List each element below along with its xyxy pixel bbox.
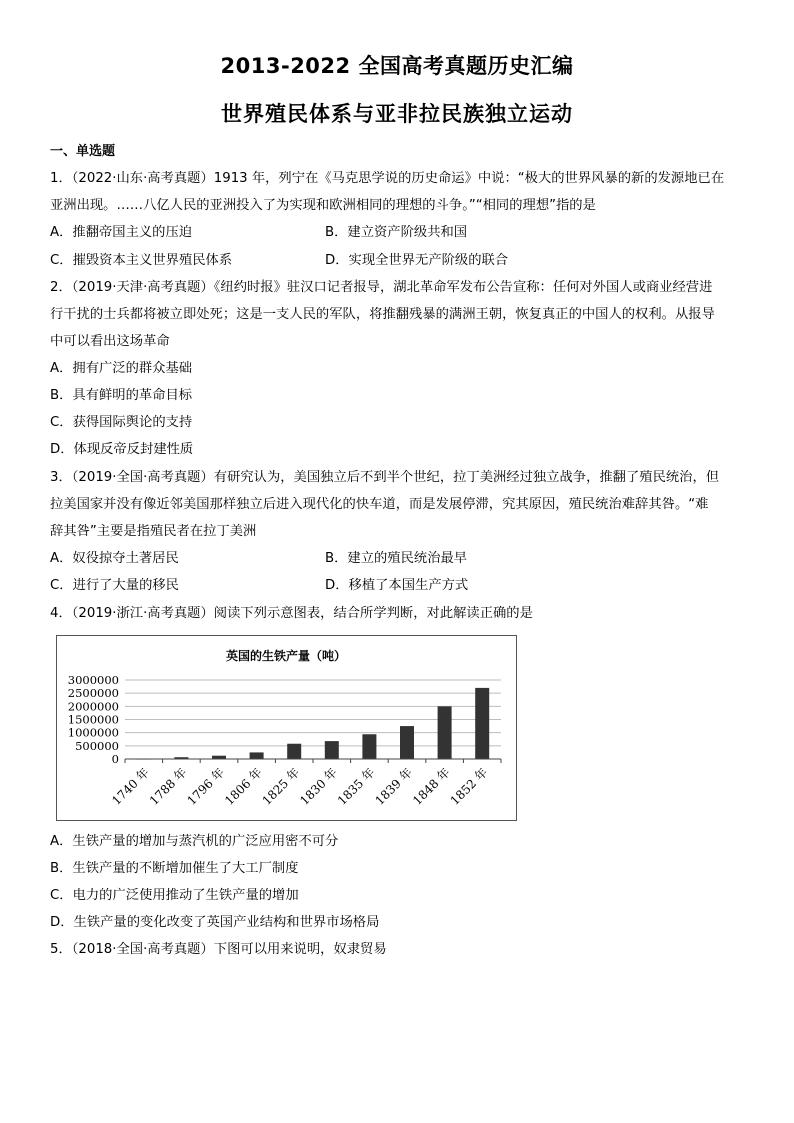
chart-x-tick-label: 1839 年 (372, 765, 416, 808)
question-3-line-3: 辞其咎”主要是指殖民者在拉丁美洲 (50, 524, 257, 539)
chart-x-tick-label: 1788 年 (146, 765, 190, 808)
question-2-option-a: A．拥有广泛的群众基础 (50, 361, 193, 376)
chart-x-axis-labels (109, 765, 491, 808)
chart-y-tick-label: 1500000 (67, 712, 119, 727)
chart-bar (362, 734, 376, 759)
question-3-option-b: B．建立的殖民统治最早 (325, 551, 468, 566)
page-subtitle: 世界殖民体系与亚非拉民族独立运动 (221, 102, 573, 126)
question-2-line-3: 中可以看出这场革命 (50, 334, 170, 349)
chart-x-tick-label: 1830 年 (297, 765, 340, 808)
chart-x-tick-label: 1796 年 (184, 765, 228, 808)
question-3-option-a: A．奴役掠夺土著居民 (50, 551, 179, 566)
chart-x-tick-label: 1848 年 (410, 765, 453, 808)
chart-bars (137, 688, 489, 760)
question-1-line-1: 1．（2022·山东·高考真题）1913 年，列宁在《马克思学说的历史命运》中说：“极大的世界风暴的新的发源地已在 (50, 171, 725, 186)
question-2-line-1: 2．（2019·天津·高考真题）《纽约时报》驻汉口记者报导，湖北革命军发布公告宣称：任何对外国人或商业经营进 (50, 280, 713, 295)
question-2-option-b: B．具有鲜明的革命目标 (50, 388, 193, 403)
chart-bar (475, 688, 489, 759)
chart-x-tick-label: 1806 年 (222, 765, 265, 808)
question-3-line-2: 拉美国家并没有像近邻美国那样独立后进入现代化的快车道，而是发展停滞，究其原因，殖民统治难辞其咎。“难 (50, 497, 709, 512)
question-1-line-2: 亚洲出现。……八亿人民的亚洲投入了为实现和欧洲相同的理想的斗争。”“相同的理想”指的是 (50, 198, 596, 213)
chart-y-tick-label: 500000 (75, 738, 119, 753)
question-3-option-c: C．进行了大量的移民 (50, 578, 179, 593)
chart-x-tick-label: 1740 年 (109, 765, 152, 808)
question-5-line-1: 5．（2018·全国·高考真题）下图可以用来说明，奴隶贸易 (50, 942, 387, 957)
chart-x-axis (125, 759, 501, 763)
chart-y-tick-label: 2000000 (67, 699, 119, 714)
chart-x-tick-label: 1852 年 (447, 765, 491, 808)
chart-x-tick-label: 1825 年 (259, 765, 303, 808)
question-4-line-1: 4．（2019·浙江·高考真题）阅读下列示意图表，结合所学判断，对此解读正确的是 (50, 606, 533, 621)
chart-x-tick-label: 1835 年 (334, 765, 378, 808)
pig-iron-chart (56, 635, 517, 821)
question-2-option-c: C．获得国际舆论的支持 (50, 415, 193, 430)
chart-bar (400, 726, 414, 759)
chart-bar (438, 706, 452, 759)
question-3-option-d: D．移植了本国生产方式 (325, 578, 469, 593)
page-title: 2013-2022 全国高考真题历史汇编 (220, 54, 574, 78)
chart-title: 英国的生铁产量（吨） (225, 649, 347, 663)
chart-y-tick-label: 2500000 (67, 686, 119, 701)
section-heading: 一、单选题 (50, 144, 116, 159)
chart-canvas (57, 636, 516, 820)
question-1-option-c: C．摧毁资本主义世界殖民体系 (50, 253, 233, 268)
question-2-option-d: D．体现反帝反封建性质 (50, 442, 194, 457)
chart-bar (287, 744, 301, 759)
chart-y-tick-label: 1000000 (67, 725, 119, 740)
chart-bar (325, 741, 339, 759)
chart-bar (250, 752, 264, 759)
chart-y-tick-label: 0 (111, 752, 119, 766)
question-4-option-b: B．生铁产量的不断增加催生了大工厂制度 (50, 861, 299, 876)
chart-y-axis-labels (68, 673, 119, 766)
question-3-line-1: 3．（2019·全国·高考真题）有研究认为，美国独立后不到半个世纪，拉丁美洲经过独立战争，推翻了殖民统治，但 (50, 470, 720, 485)
question-4-option-a: A．生铁产量的增加与蒸汽机的广泛应用密不可分 (50, 834, 339, 849)
question-4-option-c: C．电力的广泛使用推动了生铁产量的增加 (50, 888, 299, 903)
question-2-line-2: 行干扰的士兵都将被立即处死；这是一支人民的军队，将推翻残暴的满洲王朝，恢复真正的中国人的权利。从报导 (50, 307, 715, 322)
chart-y-tick-label: 3000000 (67, 673, 119, 687)
question-4-option-d: D．生铁产量的变化改变了英国产业结构和世界市场格局 (50, 915, 380, 930)
question-1-option-d: D．实现全世界无产阶级的联合 (325, 253, 509, 268)
question-1-option-a: A．推翻帝国主义的压迫 (50, 225, 193, 240)
question-1-option-b: B．建立资产阶级共和国 (325, 225, 468, 240)
